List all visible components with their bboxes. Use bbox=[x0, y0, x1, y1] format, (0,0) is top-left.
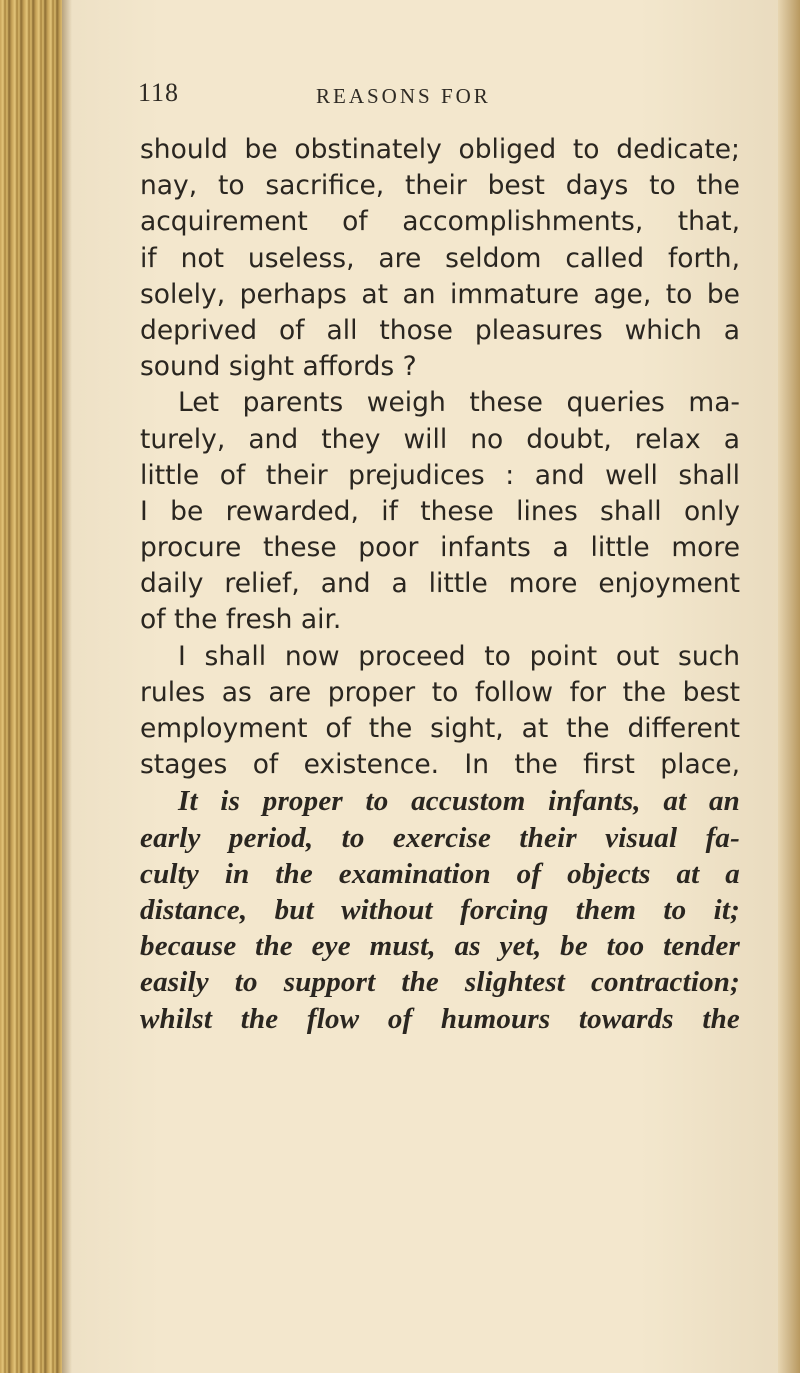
text-line: Let parents weigh these queries ma- bbox=[178, 387, 740, 419]
body-text bbox=[140, 132, 740, 1037]
text-line: deprived of all those pleasures which a bbox=[140, 314, 740, 346]
italic-text-line: whilst the flow of humours towards the bbox=[140, 1002, 740, 1035]
running-head bbox=[0, 78, 800, 108]
book-binding-edge bbox=[0, 0, 62, 1373]
text-line: procure these poor infants a little more bbox=[140, 532, 740, 564]
text-line: nay, to sacrifice, their best days to the bbox=[140, 170, 740, 202]
text-line: daily relief, and a little more enjoyment bbox=[140, 568, 740, 600]
text-line: I be rewarded, if these lines shall only bbox=[140, 495, 740, 527]
italic-text-line: culty in the examination of objects at a bbox=[140, 857, 740, 890]
italic-text-line: early period, to exercise their visual fa- bbox=[140, 821, 740, 854]
page-edge bbox=[778, 0, 800, 1373]
text-line: little of their prejudices : and well shall bbox=[140, 459, 740, 491]
text-line: turely, and they will no doubt, relax a bbox=[140, 423, 740, 455]
text-line: if not useless, are seldom called forth, bbox=[140, 242, 740, 274]
text-line: I shall now proceed to point out such bbox=[178, 640, 740, 672]
italic-text-line: distance, but without forcing them to it; bbox=[140, 893, 740, 926]
text-line: sound sight affords ? bbox=[140, 351, 417, 383]
text-line: should be obstinately obliged to dedicate; bbox=[140, 134, 740, 165]
running-title: REASONS FOR bbox=[316, 84, 491, 108]
italic-text-line: because the eye must, as yet, be too tender bbox=[140, 930, 740, 963]
italic-text-line: It is proper to accustom infants, at an bbox=[178, 785, 740, 818]
text-line: solely, perhaps at an immature age, to be bbox=[140, 278, 740, 310]
text-line: rules as are proper to follow for the best bbox=[140, 676, 740, 708]
italic-text-line: easily to support the slightest contraction; bbox=[140, 966, 740, 999]
text-line: employment of the sight, at the different bbox=[140, 713, 740, 744]
text-line: stages of existence. In the first place, bbox=[140, 749, 740, 781]
page-number: 118 bbox=[138, 78, 180, 107]
text-line: of the fresh air. bbox=[140, 604, 342, 636]
text-line: acquirement of accomplishments, that, bbox=[140, 206, 740, 238]
